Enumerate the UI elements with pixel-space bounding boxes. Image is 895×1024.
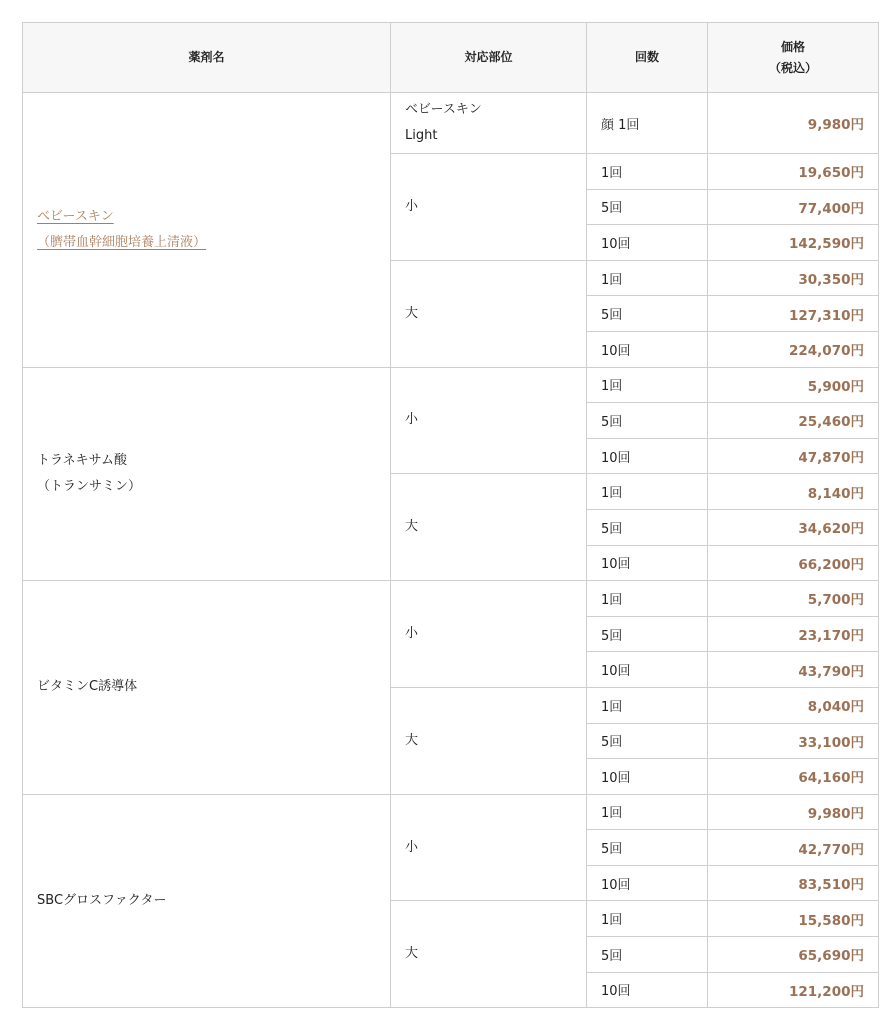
count-cell: 5回 [587, 509, 708, 545]
price-cell: 5,700円 [708, 581, 879, 617]
header-count: 回数 [587, 23, 708, 93]
count-cell: 5回 [587, 189, 708, 225]
drug-cell-sbc: SBCグロスファクター [23, 794, 391, 1008]
price-cell: 9,980円 [708, 794, 879, 830]
count-cell: 10回 [587, 759, 708, 795]
part-cell-small: 小 [391, 367, 587, 474]
price-cell: 224,070円 [708, 331, 879, 367]
part-cell-large: 大 [391, 474, 587, 581]
part-cell-small: 小 [391, 154, 587, 261]
price-cell: 30,350円 [708, 260, 879, 296]
header-part: 対応部位 [391, 23, 587, 93]
price-cell: 77,400円 [708, 189, 879, 225]
price-cell: 142,590円 [708, 225, 879, 261]
table-row [23, 581, 879, 617]
price-cell: 5,900円 [708, 367, 879, 403]
price-cell: 25,460円 [708, 403, 879, 439]
part-cell-small: 小 [391, 581, 587, 688]
light-part-line2: Light [405, 128, 438, 143]
drug-cell-vitc: ビタミンC誘導体 [23, 581, 391, 795]
count-cell: 10回 [587, 652, 708, 688]
count-cell: 1回 [587, 260, 708, 296]
table-row [23, 794, 879, 830]
count-cell: 1回 [587, 794, 708, 830]
count-cell: 1回 [587, 367, 708, 403]
count-cell: 1回 [587, 581, 708, 617]
count-cell: 1回 [587, 901, 708, 937]
price-cell: 9,980円 [708, 93, 879, 154]
babyskin-name-line1: ベビースキン [37, 208, 114, 224]
part-cell-large: 大 [391, 901, 587, 1008]
header-drug: 薬剤名 [23, 23, 391, 93]
count-cell: 10回 [587, 545, 708, 581]
price-cell: 65,690円 [708, 937, 879, 973]
count-cell: 10回 [587, 331, 708, 367]
count-cell: 5回 [587, 937, 708, 973]
price-cell: 33,100円 [708, 723, 879, 759]
price-cell: 34,620円 [708, 509, 879, 545]
count-cell: 5回 [587, 296, 708, 332]
count-cell: 5回 [587, 830, 708, 866]
price-cell: 83,510円 [708, 865, 879, 901]
price-cell: 19,650円 [708, 154, 879, 190]
header-price-line2: （税込） [768, 60, 817, 75]
header-price [708, 23, 879, 93]
price-cell: 66,200円 [708, 545, 879, 581]
price-cell: 8,040円 [708, 687, 879, 723]
count-cell: 1回 [587, 154, 708, 190]
tranexamic-name-line1: トラネキサム酸 [37, 452, 127, 468]
light-part-line1: ベビースキン [405, 102, 482, 117]
count-cell: 10回 [587, 225, 708, 261]
count-cell: 顔 1回 [587, 93, 708, 154]
count-cell: 10回 [587, 865, 708, 901]
part-cell-large: 大 [391, 687, 587, 794]
count-cell: 10回 [587, 438, 708, 474]
table-header-row [23, 23, 879, 93]
price-cell: 127,310円 [708, 296, 879, 332]
price-cell: 64,160円 [708, 759, 879, 795]
table-row [23, 93, 879, 154]
price-cell: 15,580円 [708, 901, 879, 937]
price-cell: 43,790円 [708, 652, 879, 688]
part-cell-small: 小 [391, 794, 587, 901]
count-cell: 5回 [587, 616, 708, 652]
price-table-container [22, 22, 878, 1008]
count-cell: 1回 [587, 687, 708, 723]
babyskin-name-line2: （臍帯血幹細胞培養上清液） [37, 234, 207, 250]
count-cell: 10回 [587, 972, 708, 1008]
price-cell: 42,770円 [708, 830, 879, 866]
table-row [23, 367, 879, 403]
part-cell-large: 大 [391, 260, 587, 367]
header-price-line1: 価格 [780, 39, 805, 54]
count-cell: 1回 [587, 474, 708, 510]
drug-cell-babyskin [23, 93, 391, 368]
babyskin-link[interactable] [37, 209, 206, 250]
price-cell: 23,170円 [708, 616, 879, 652]
count-cell: 5回 [587, 723, 708, 759]
tranexamic-name-line2: （トランサミン） [37, 478, 142, 494]
price-table [22, 22, 879, 1008]
part-cell-light [391, 93, 587, 154]
drug-cell-tranexamic [23, 367, 391, 581]
price-cell: 121,200円 [708, 972, 879, 1008]
count-cell: 5回 [587, 403, 708, 439]
price-cell: 47,870円 [708, 438, 879, 474]
price-cell: 8,140円 [708, 474, 879, 510]
